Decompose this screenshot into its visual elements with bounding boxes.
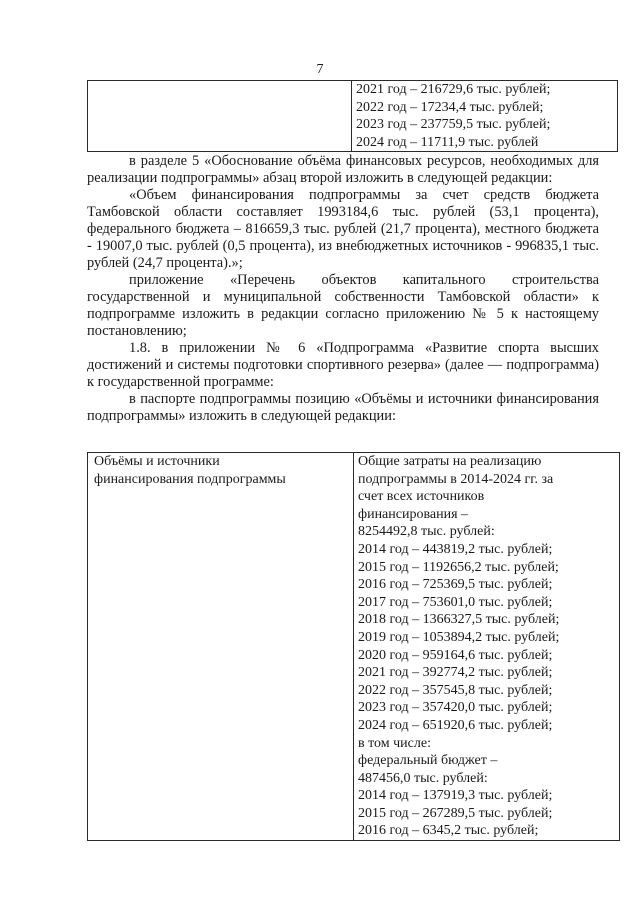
passport-funding-table [87, 452, 620, 841]
funding-line: 2021 год – 392774,2 тыс. рублей; [358, 665, 553, 681]
funding-line: 487456,0 тыс. рублей: [358, 770, 488, 786]
funding-line: финансирования – [358, 506, 469, 522]
table-row [88, 453, 620, 841]
funding-line: федеральный бюджет – [358, 753, 498, 769]
funding-line: 2022 год – 17234,4 тыс. рублей; [356, 99, 544, 115]
paragraph: в паспорте подпрограммы позицию «Объёмы и источники финансирования подпрограммы» изложить в следующей редакции: [87, 391, 599, 424]
paragraph: «Объем финансирования подпрограммы за счет средств бюджета Тамбовской области составляет 1993184,6 тыс. рублей (53,1 процента), федерального бюджета – 816659,3 тыс. рублей (21,7 процента), местного бюджета - 19007,0 тыс. рублей (0,5 процента), из внебюджетных источников - 996835,1 тыс. рублей (24,7 процента).»; [87, 187, 599, 271]
funding-table-continued [87, 80, 618, 152]
page-number: 7 [316, 62, 324, 77]
funding-line: в том числе: [358, 735, 431, 751]
funding-line: 2020 год – 959164,6 тыс. рублей; [358, 647, 553, 663]
table-cell-empty [88, 81, 352, 152]
funding-line: 2021 год – 216729,6 тыс. рублей; [356, 82, 551, 97]
funding-line: 2023 год – 237759,5 тыс. рублей; [356, 117, 551, 132]
funding-line: 2023 год – 357420,0 тыс. рублей; [358, 700, 553, 716]
funding-line: счет всех источников [358, 489, 485, 505]
funding-line: 2015 год – 267289,5 тыс. рублей; [358, 805, 553, 821]
funding-line: 2024 год – 651920,6 тыс. рублей; [358, 717, 553, 733]
funding-line: 2015 год – 1192656,2 тыс. рублей; [358, 559, 559, 575]
position-name-line: финансирования подпрограммы [94, 471, 286, 487]
table-cell-funding-years [352, 81, 618, 152]
funding-line: подпрограммы в 2014-2024 гг. за [358, 471, 554, 487]
table-row [88, 81, 618, 152]
position-name-line: Объёмы и источники [94, 454, 220, 469]
funding-line: 2016 год – 725369,5 тыс. рублей; [358, 577, 553, 593]
table-cell-position-name [88, 453, 354, 841]
document-body [87, 153, 599, 425]
funding-line: 2018 год – 1366327,5 тыс. рублей; [358, 612, 560, 628]
funding-line: Общие затраты на реализацию [358, 454, 542, 469]
funding-line: 2019 год – 1053894,2 тыс. рублей; [358, 629, 560, 645]
paragraph: приложение «Перечень объектов капитального строительства государственной и муниципальной собственности Тамбовской области» к подпрограмме изложить в редакции согласно приложению № 5 к настоящему постановлению; [87, 272, 599, 339]
funding-line: 2014 год – 443819,2 тыс. рублей; [358, 541, 553, 557]
funding-line: 2022 год – 357545,8 тыс. рублей; [358, 682, 553, 698]
funding-line: 2024 год – 11711,9 тыс. рублей [356, 134, 539, 150]
funding-line: 2016 год – 6345,2 тыс. рублей; [358, 823, 539, 839]
funding-line: 2014 год – 137919,3 тыс. рублей; [358, 788, 553, 804]
funding-line: 2017 год – 753601,0 тыс. рублей; [358, 594, 553, 610]
paragraph: 1.8. в приложении № 6 «Подпрограмма «Развитие спорта высших достижений и системы подготовки спортивного резерва» (далее — подпрограмма) к государственной программе: [87, 340, 599, 390]
funding-line: 8254492,8 тыс. рублей: [358, 524, 495, 540]
paragraph: в разделе 5 «Обоснование объёма финансовых ресурсов, необходимых для реализации подпрограммы» абзац второй изложить в следующей редакции: [87, 153, 599, 186]
table-cell-funding-details [354, 453, 620, 841]
